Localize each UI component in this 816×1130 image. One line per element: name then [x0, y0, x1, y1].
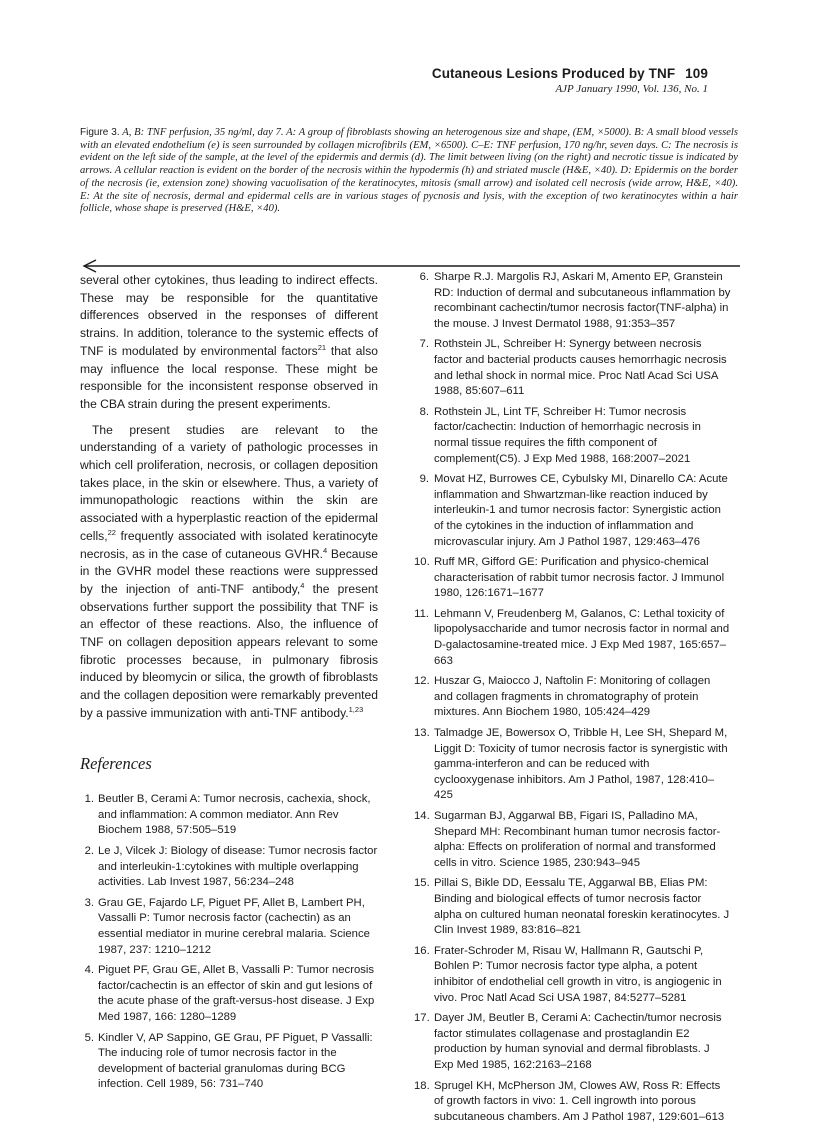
reference-number: 4.	[84, 964, 94, 977]
body-text: frequently associated with isolated keratinocyte necrosis, as in the case of cutaneous GVHR.	[80, 528, 378, 561]
references-heading: References	[80, 753, 152, 773]
journal-citation: AJP January 1990, Vol. 136, No. 1	[555, 83, 708, 95]
reference-text: Dayer JM, Beutler B, Cerami A: Cachectin/tumor necrosis factor stimulates collagenase and prostaglandin E2 production by human synovial and dermal fibroblasts. J Exp Med 1985, 162:2163–2168	[434, 1012, 722, 1071]
body-paragraph	[80, 272, 378, 414]
reference-text: Grau GE, Fajardo LF, Piguet PF, Allet B, Lambert PH, Vassalli P: Tumor necrosis factor (cachectin) as an essential mediator in murine cerebral malaria. Science 1987, 237: 1210–1212	[98, 896, 370, 956]
reference-number: 17.	[414, 1012, 430, 1025]
reference-number: 9.	[419, 473, 429, 486]
body-text: several other cytokines, thus leading to indirect effects. These may be responsible for the quantitative differences observed in the responses of different strains. In addition, tolerance to the systemic effects of TNF is modulated by environmental factors	[80, 273, 378, 358]
citation-superscript: 21	[317, 342, 327, 352]
reference-number: 11.	[414, 607, 429, 620]
reference-number: 18.	[414, 1079, 430, 1092]
reference-text: Sprugel KH, McPherson JM, Clowes AW, Ross R: Effects of growth factors in vivo: 1. Cell ingrowth into porous subcutaneous chambers. Am J Pathol 1987, 129:601–613	[434, 1079, 725, 1123]
reference-number: 15.	[414, 877, 430, 890]
body-paragraph	[80, 422, 378, 723]
reference-number: 16.	[414, 944, 430, 957]
figure-caption-text: A, B: TNF perfusion, 35 ng/ml, day 7. A: A group of fibroblasts showing an heterogenous size and shape, (EM, ×5000). B: A small blood vessels with an elevated endothelium (e) is seen surrounded by collagen microfibrils (EM, ×6500). C–E: TNF perfusion, 170 ng/hr, seven days. C: The necrosis is evident on the left side of the sample, at the level of the epidermis and dermis (d). The limit between living (on the right) and necrotic tissue is indicated by arrows. A cellular reaction is evident on the border of the necrosis within the hypodermis (h) and striated muscle (H&E, ×40). D: Epidermis on the border of the necrosis (ie, extension zone) showing vacuolisation of the keratinocytes, mitosis (small arrow) and isolated cell necrosis (wide arrow, H&E, ×40). E: At the site of necrosis, dermal and epidermal cells are in various stages of pycnosis and lysis, with the exception of two keratinocytes within a hair follicle, whose shape is preserved (H&E, ×40).	[80, 127, 738, 215]
citation-superscript: 1,23	[348, 704, 364, 714]
right-column	[414, 270, 732, 1130]
reference-item	[414, 405, 732, 467]
citation-superscript: 4	[300, 580, 305, 590]
reference-text: Lehmann V, Freudenberg M, Galanos, C: Lethal toxicity of lipopolysaccharide and tumor necrosis factor in normal and D-galactosamine-treated mice. J Exp Med 1987, 165:657–663	[434, 607, 730, 667]
reference-item	[414, 809, 732, 871]
running-header	[432, 66, 708, 95]
reference-text: Beutler B, Cerami A: Tumor necrosis, cachexia, shock, and inflammation: A common mediator. Ann Rev Biochem 1988, 57:505–519	[98, 793, 371, 837]
reference-number: 2.	[84, 845, 94, 858]
reference-item	[414, 1011, 732, 1073]
reference-number: 7.	[419, 338, 429, 351]
reference-text: Kindler V, AP Sappino, GE Grau, PF Piguet, P Vassalli: The inducing role of tumor necrosis factor in the development of bacterial granulomas during BCG infection. Cell 1989, 56: 731–740	[98, 1031, 373, 1091]
left-column	[80, 272, 378, 1098]
body-text: the present observations further support the possibility that TNF is an effector of these reactions. Also, the influence of TNF on collagen deposition appears relevant to some fibrotic processes because, in pulmonary fibrosis induced by bleomycin or silica, the growth of fibroblasts and the collagen deposition were remarkably prevented by a passive immunization with anti-TNF antibody.	[80, 581, 379, 720]
reference-item	[80, 1031, 378, 1093]
reference-item	[414, 607, 732, 669]
reference-text: Sharpe R.J. Margolis RJ, Askari M, Amento EP, Granstein RD: Induction of dermal and subcutaneous inflammation by recombinant cachectin/tumor necrosis factor(TNF-alpha) in the mouse. J Invest Dermatol 1988, 91:353–357	[434, 271, 731, 330]
reference-text: Pillai S, Bikle DD, Eessalu TE, Aggarwal BB, Elias PM: Binding and biological effects of tumor necrosis factor alpha on cultured human neonatal foreskin keratinocytes. J Clin Invest 1989, 83:816–821	[434, 877, 730, 937]
reference-item	[80, 896, 378, 958]
reference-text: Sugarman BJ, Aggarwal BB, Figari IS, Palladino MA, Shepard MH: Recombinant human tumor necrosis factor-alpha: Effects on proliferation of normal and transformed cells in vitro. Science 1985, 230:943–945	[434, 810, 721, 869]
reference-text: Le J, Vilcek J: Biology of disease: Tumor necrosis factor and interleukin-1:cytokines with multiple overlapping activities. Lab Invest 1987, 56:234–248	[98, 845, 378, 889]
body-text: Because in the GVHR model these reactions were suppressed by the injection of anti-TNF antibody,	[80, 546, 378, 596]
reference-item	[414, 337, 732, 399]
reference-text: Frater-Schroder M, Risau W, Hallmann R, Gautschi P, Bohlen P: Tumor necrosis factor type alpha, a potent inhibitor of endothelial cell growth in vitro, is angiogenic in vivo. Proc Natl Acad Sci USA 1987, 84:5277–5281	[434, 944, 722, 1004]
reference-text: Movat HZ, Burrowes CE, Cybulsky MI, Dinarello CA: Acute inflammation and Shwartzman-like reaction induced by interleukin-1 and tumor necrosis factor: Synergistic action of the cytokines in the induction of inflammation and microvascular injury. Am J Pathol 1987, 129:463–476	[434, 473, 728, 548]
reference-text: Rothstein JL, Lint TF, Schreiber H: Tumor necrosis factor/cachectin: Induction of hemorrhagic necrosis in normal tissue requires the fifth component of complement(C5). J Exp Med 1988, 168:2007–2021	[434, 405, 701, 465]
reference-text: Ruff MR, Gifford GE: Purification and physico-chemical characterisation of rabbit tumor necrosis factor. J Immunol 1980, 126:1671–1677	[434, 556, 725, 600]
running-title: Cutaneous Lesions Produced by TNF	[431, 66, 676, 81]
reference-item	[414, 726, 732, 804]
reference-item	[80, 792, 378, 839]
reference-text: Huszar G, Maiocco J, Naftolin F: Monitoring of collagen and collagen fragments in chromatography of protein mixtures. Ann Biochem 1980, 105:424–429	[434, 675, 711, 719]
reference-number: 10.	[414, 556, 430, 569]
figure-label: Figure 3.	[80, 127, 120, 138]
citation-superscript: 4	[323, 545, 328, 555]
body-text: that also may influence the local response. These might be responsible for the inconsistent response observed in the CBA strain during the present experiments.	[80, 343, 378, 411]
reference-item	[414, 674, 732, 721]
body-text: The present studies are relevant to the understanding of a variety of pathologic processes in which cell proliferation, necrosis, or collagen deposition takes place, in the skin or elsewhere. Thus, a variety of immunopathologic reactions within the skin are associated with a hyperplastic reaction of the epidermal cells,	[80, 422, 378, 543]
reference-number: 13.	[414, 727, 430, 740]
reference-number: 12.	[414, 675, 430, 688]
reference-item	[80, 963, 378, 1025]
reference-item	[80, 844, 378, 891]
citation-superscript: 22	[107, 527, 116, 537]
reference-item	[414, 876, 732, 938]
reference-item	[414, 472, 732, 550]
reference-number: 14.	[414, 810, 430, 822]
figure-caption	[80, 127, 738, 216]
reference-text: Rothstein JL, Schreiber H: Synergy between necrosis factor and bacterial products causes hemorrhagic necrosis and lethal shock in normal mice. Proc Natl Acad Sci USA 1988, 85:607–611	[434, 338, 727, 398]
reference-item	[414, 270, 732, 332]
reference-item	[414, 555, 732, 602]
reference-text: Piguet PF, Grau GE, Allet B, Vassalli P: Tumor necrosis factor/cachectin is an effector of skin and gut lesions of the acute phase of the graft-versus-host disease. J Exp Med 1987, 166: 1280–1289	[98, 964, 375, 1023]
reference-item	[414, 1079, 732, 1126]
reference-number: 5.	[84, 1031, 94, 1044]
reference-number: 8.	[419, 405, 429, 418]
running-title-line	[432, 66, 708, 81]
reference-number: 6.	[419, 271, 429, 283]
reference-text: Talmadge JE, Bowersox O, Tribble H, Lee SH, Shepard M, Liggit D: Toxicity of tumor necrosis factor is synergistic with gamma-interferon and can be reduced with cyclooxygenase inhibitors. Am J Pathol, 1987, 128:410–425	[434, 727, 728, 802]
page-number: 109	[685, 66, 708, 81]
reference-number: 1.	[84, 793, 94, 806]
reference-item	[414, 944, 732, 1006]
reference-number: 3.	[84, 896, 94, 909]
